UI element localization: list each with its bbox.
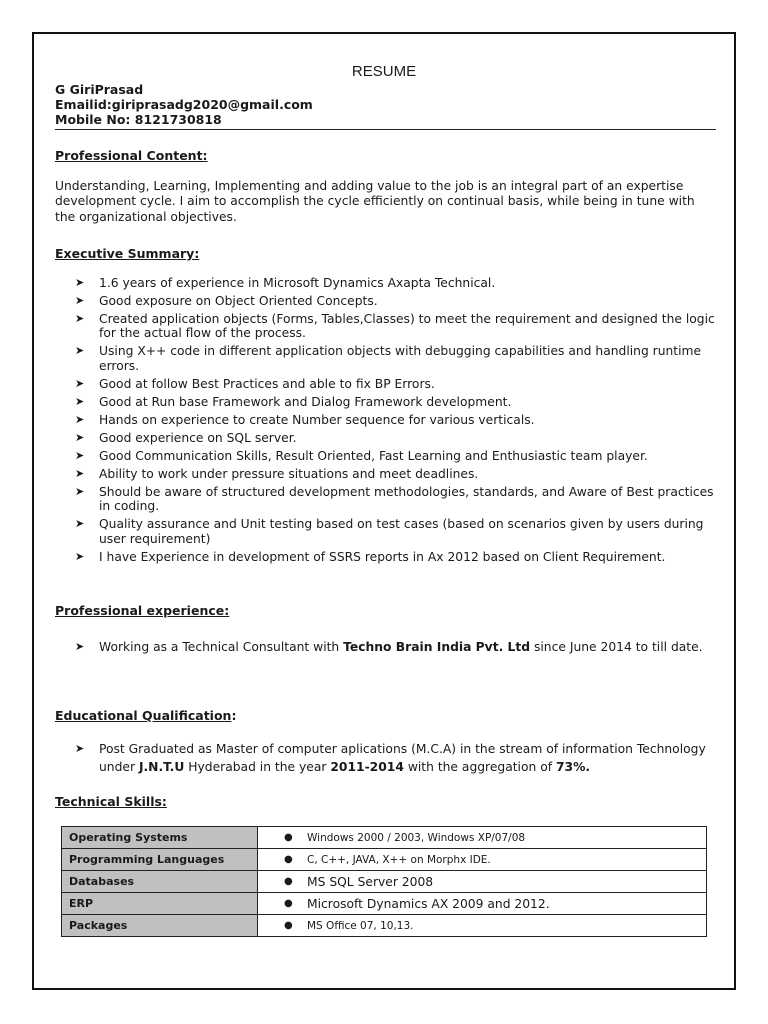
professional-experience-item: ➤ Working as a Technical Consultant with Techno Brain India Pvt. Ltd since June 2014 to till date. <box>75 640 703 654</box>
arrow-bullet-icon: ➤ <box>75 640 85 653</box>
skill-value-cell <box>258 893 707 915</box>
bullet-icon: ● <box>284 853 293 865</box>
bullet-icon: ● <box>284 831 293 843</box>
skill-value: C, C++, JAVA, X++ on Morphx IDE. <box>307 854 491 866</box>
bullet-icon: ● <box>284 897 293 909</box>
skill-value: MS SQL Server 2008 <box>307 874 434 889</box>
technical-skills-table <box>61 826 707 937</box>
table-row <box>62 871 707 893</box>
candidate-name: G GiriPrasad <box>55 82 144 97</box>
arrow-bullet-icon: ➤ <box>75 448 85 462</box>
executive-summary-list <box>75 276 717 568</box>
list-item: ➤ I have Experience in development of SSRS reports in Ax 2012 based on Client Requirement. <box>75 549 666 564</box>
list-item: ➤ Good exposure on Object Oriented Concepts. <box>75 294 378 308</box>
arrow-bullet-icon: ➤ <box>75 344 85 358</box>
skill-value: MS Office 07, 10,13. <box>307 920 414 932</box>
table-row <box>62 915 707 937</box>
list-item: ➤ Created application objects (Forms, Tables,Classes) to meet the requirement and designed the logic for the actual flow of the process. <box>75 312 715 341</box>
candidate-email: Emailid:giriprasadg2020@gmail.com <box>55 97 313 112</box>
candidate-mobile: Mobile No: 8121730818 <box>55 112 222 127</box>
arrow-bullet-icon: ➤ <box>75 742 85 755</box>
arrow-bullet-icon: ➤ <box>75 276 85 289</box>
professional-content-heading: Professional Content: <box>55 148 208 163</box>
list-item: ➤ 1.6 years of experience in Microsoft Dynamics Axapta Technical. <box>75 276 496 290</box>
table-row <box>62 893 707 915</box>
header-divider <box>55 129 716 130</box>
arrow-bullet-icon: ➤ <box>75 394 85 408</box>
list-item: ➤ Ability to work under pressure situations and meet deadlines. <box>75 466 479 481</box>
list-item: ➤ Good experience on SQL server. <box>75 430 297 445</box>
table-row <box>62 827 707 849</box>
resume-title: RESUME <box>351 63 417 80</box>
list-item: ➤ Hands on experience to create Number sequence for various verticals. <box>75 412 535 427</box>
list-item: ➤ Quality assurance and Unit testing based on test cases (based on scenarios given by users during user requirement) <box>75 517 704 546</box>
professional-experience-heading: Professional experience: <box>55 603 230 618</box>
skill-category: Programming Languages <box>62 849 258 871</box>
arrow-bullet-icon: ➤ <box>75 312 85 325</box>
skill-category: Databases <box>62 871 258 893</box>
executive-summary-heading: Executive Summary: <box>55 246 200 261</box>
arrow-bullet-icon: ➤ <box>75 294 85 307</box>
skill-value-cell <box>258 849 707 871</box>
arrow-bullet-icon: ➤ <box>75 466 85 480</box>
arrow-bullet-icon: ➤ <box>75 549 85 563</box>
list-item: ➤ Should be aware of structured development methodologies, standards, and Aware of Best practices in coding. <box>75 484 714 514</box>
skill-category: Packages <box>62 915 258 937</box>
skill-value-cell <box>258 871 707 893</box>
company-name: Techno Brain India Pvt. Ltd <box>343 640 531 654</box>
skill-value-cell <box>258 915 707 937</box>
list-item: ➤ Good at follow Best Practices and able to fix BP Errors. <box>75 376 435 391</box>
skill-category: Operating Systems <box>62 827 258 849</box>
arrow-bullet-icon: ➤ <box>75 430 85 444</box>
skill-value-cell <box>258 827 707 849</box>
skill-value: Microsoft Dynamics AX 2009 and 2012. <box>307 896 550 911</box>
list-item: ➤ Good Communication Skills, Result Oriented, Fast Learning and Enthusiastic team player. <box>75 448 648 463</box>
list-item: ➤ Good at Run base Framework and Dialog Framework development. <box>75 394 512 409</box>
table-row <box>62 849 707 871</box>
bullet-icon: ● <box>284 919 293 931</box>
bullet-icon: ● <box>284 875 293 887</box>
education-heading: Educational Qualification: <box>55 708 237 723</box>
arrow-bullet-icon: ➤ <box>75 376 85 390</box>
arrow-bullet-icon: ➤ <box>75 517 85 531</box>
skill-value: Windows 2000 / 2003, Windows XP/07/08 <box>307 832 526 844</box>
skill-category: ERP <box>62 893 258 915</box>
professional-content-text: Understanding, Learning, Implementing and adding value to the job is an integral part of an expertise development cycle. I aim to accomplish the cycle efficiently on continual basis, while being in tune with the organizational objectives. <box>55 179 695 224</box>
education-item: ➤ Post Graduated as Master of computer aplications (M.C.A) in the stream of information Technology under J.N.T.U Hyderabad in the year 2011-2014 with the aggregation of 73%. <box>75 742 706 774</box>
list-item: ➤ Using X++ code in different application objects with debugging capabilities and handling runtime errors. <box>75 344 702 373</box>
arrow-bullet-icon: ➤ <box>75 484 85 498</box>
arrow-bullet-icon: ➤ <box>75 412 85 426</box>
technical-skills-heading: Technical Skills: <box>55 794 167 809</box>
